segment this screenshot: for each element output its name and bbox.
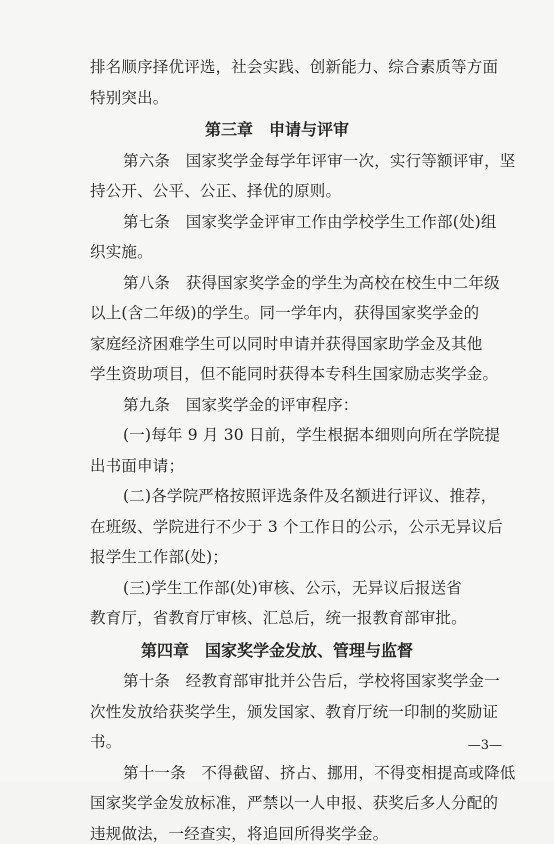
text-line: (二)各学院严格按照评选条件及名额进行评议、推荐，	[123, 487, 497, 505]
text-line: 以上(含二年级)的学生。同一学年内，获得国家奖学金的	[90, 304, 480, 322]
text-line: 学生资助项目，但不能同时获得本专科生国家励志奖学金。	[90, 365, 499, 383]
text-line: 织实施。	[90, 243, 153, 261]
text-line: 书。	[90, 733, 122, 751]
text-line: 排名顺序择优评选，社会实践、创新能力、综合素质等方面	[90, 58, 499, 76]
text-line: 第六条 国家奖学金每学年评审一次，实行等额评审，坚	[123, 151, 516, 170]
text-line: 报学生工作部(处)；	[90, 548, 229, 566]
chapter-heading: 第三章 申请与评审	[204, 120, 349, 139]
text-line: 在班级、学院进行不少于 3 个工作日的公示，公示无异议后	[90, 517, 503, 536]
text-line: 家庭经济困难学生可以同时申请并获得国家助学金及其他	[90, 334, 483, 353]
text-line: 国家奖学金发放标准，严禁以一人申报、获奖后多人分配的	[90, 794, 499, 812]
text-line: 第八条 获得国家奖学金的学生为高校在校生中二年级	[123, 273, 500, 292]
text-line: 特别突出。	[90, 88, 169, 107]
text-line: 第十条 经教育部审批并公告后，学校将国家奖学金一	[123, 672, 500, 690]
text-line: 第九条 国家奖学金的评审程序：	[123, 395, 359, 414]
text-line: 第十一条 不得截留、挤占、挪用，不得变相提高或降低	[123, 763, 516, 782]
text-line: (三)学生工作部(处)审核、公示，无异议后报送省	[123, 578, 462, 597]
text-line: 教育厅，省教育厅审核、汇总后，统一报教育部审批。	[90, 609, 467, 627]
page-number: —3—	[467, 738, 502, 753]
text-line: 持公开、公平、公正、择优的原则。	[90, 182, 342, 200]
text-line: (一)每年 9 月 30 日前，学生根据本细则向所在学院提	[123, 426, 501, 444]
text-line: 出书面申请；	[90, 456, 185, 475]
text-line: 违规做法，一经查实，将追回所得奖学金。	[90, 824, 389, 843]
text-line: 第七条 国家奖学金评审工作由学校学生工作部(处)组	[123, 212, 497, 231]
chapter-heading: 第四章 国家奖学金发放、管理与监督	[140, 640, 413, 660]
text-line: 次性发放给获奖学生，颁发国家、教育厅统一印制的奖励证	[90, 702, 499, 721]
